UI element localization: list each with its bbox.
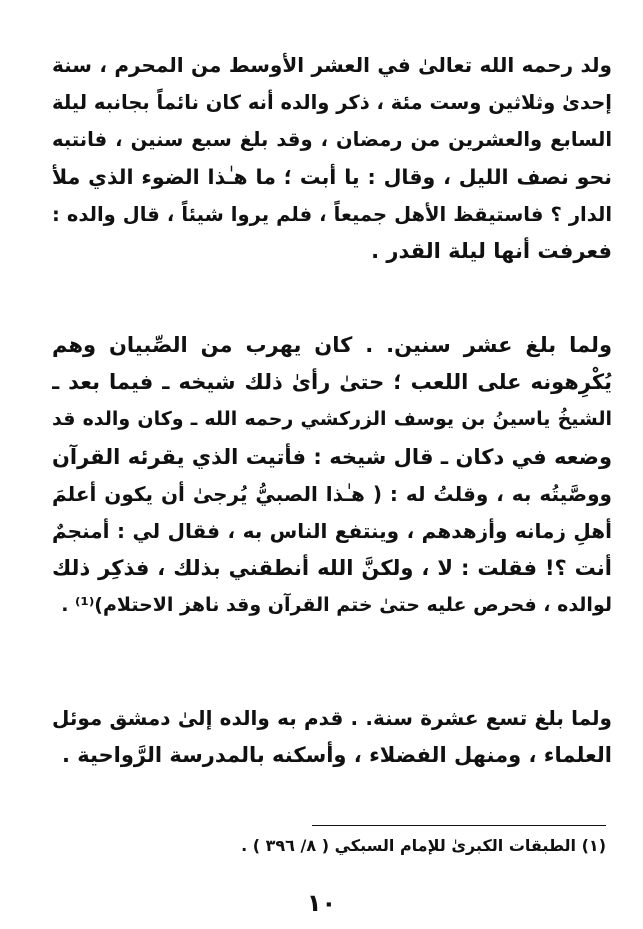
text-line: السابع والعشرين من رمضان ، وقد بلغ سبع سنين ، فانتبه — [52, 128, 612, 152]
text-line: أهلِ زمانه وأزهدهم ، وينتفع الناس به ، فقال لي : أمنجمٌ — [52, 518, 612, 543]
text-line: العلماء ، ومنهل الفضلاء ، وأسكنه بالمدرسة الرَّواحية . — [61, 743, 612, 768]
paragraph-damascus — [52, 700, 612, 774]
text-line: الشيخُ ياسينُ بن يوسف الزركشي رحمه الله ـ وكان والده قد — [52, 408, 612, 431]
text-line: إحدىٰ وثلاثين وست مئة ، ذكر والده أنه كان نائماً بجانبه ليلة — [52, 91, 612, 115]
text-line: وضعه في دكان ـ قال شيخه : فأتيت الذي يقرئه القرآن — [52, 444, 612, 469]
page-number: ١٠ — [306, 889, 337, 917]
text-line: ولما بلغ عشر سنين. . كان يهرب من الصِّبيان وهم — [52, 333, 612, 357]
text-line: يُكْرِهونه على اللعب ؛ حتىٰ رأىٰ ذلك شيخه ـ فيما بعد ـ — [52, 370, 612, 395]
text-line: الدار ؟ فاستيقظ الأهل جميعاً ، فلم يروا شيئاً ، قال والده : — [52, 202, 612, 226]
footnote: (١) الطبقات الكبرىٰ للإمام السبكي ( ٨/ ٣٩٦ ) . — [241, 836, 606, 855]
text-line: أنت ؟! فقلت : لا ، ولكنَّ الله أنطقني بذلك ، فذكِر ذلك — [52, 556, 612, 581]
footnote-divider — [312, 825, 606, 826]
text-line: ولد رحمه الله تعالىٰ في العشر الأوسط من المحرم ، سنة — [52, 53, 612, 77]
text-line: ولما بلغ تسع عشرة سنة. . قدم به والده إلىٰ دمشق موئل — [52, 706, 612, 730]
text-line: لوالده ، فحرص عليه حتىٰ ختم القرآن وقد ناهز الاحتلام)⁽¹⁾ . — [61, 594, 612, 617]
text-line: نحو نصف الليل ، وقال : يا أبت ؛ ما هـٰذا الضوء الذي ملأ — [52, 164, 612, 189]
text-line: فعرفت أنها ليلة القدر . — [371, 238, 612, 263]
paragraph-birth — [52, 47, 612, 270]
paragraph-childhood — [52, 327, 612, 625]
text-line: ووصَّيتُه به ، وقلتُ له : ( هـٰذا الصبيُّ يُرجىٰ أن يكون أعلمَ — [52, 481, 612, 506]
